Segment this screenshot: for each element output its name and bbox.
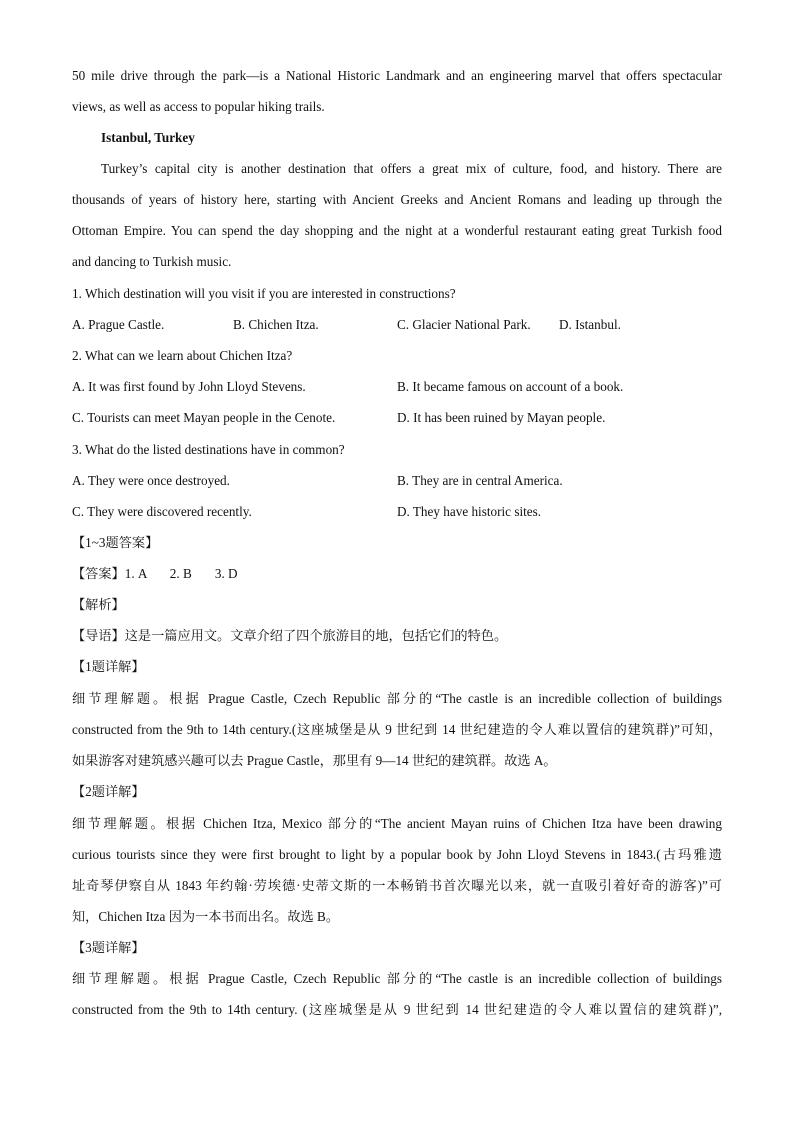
- option-c: C. They were discovered recently.: [72, 504, 252, 519]
- option-a: A. They were once destroyed.: [72, 473, 230, 488]
- detail-line: 细节理解题。根据 Prague Castle, Czech Republic 部分的“The castle is an incredible collection of buildings: [72, 691, 722, 706]
- detail-heading: 【2题详解】: [72, 784, 145, 799]
- passage-line: Turkey’s capital city is another destination that offers a great mix of culture, food, and history. There are: [101, 161, 722, 176]
- passage-line: Ottoman Empire. You can spend the day shopping and the night at a wonderful restaurant eating great Turkish food: [72, 223, 722, 238]
- option-a: A. Prague Castle.: [72, 317, 165, 332]
- detail-line: constructed from the 9th to 14th century. (这座城堡是从 9 世纪到 14 世纪建造的令人难以置信的建筑群)”,: [72, 1002, 722, 1017]
- option-d: D. They have historic sites.: [397, 504, 542, 519]
- option-d: D. Istanbul.: [559, 317, 621, 332]
- detail-heading: 【1题详解】: [72, 659, 145, 674]
- passage-line: and dancing to Turkish music.: [72, 254, 232, 269]
- answer-key: 【答案】1. A 2. B 3. D: [72, 566, 238, 581]
- option-b: B. It became famous on account of a book.: [397, 379, 624, 394]
- option-b: B. Chichen Itza.: [233, 317, 319, 332]
- analysis-label: 【解析】: [72, 597, 125, 612]
- option-c: C. Glacier National Park.: [397, 317, 531, 332]
- detail-line: 如果游客对建筑感兴趣可以去 Prague Castle，那里有 9—14 世纪的建筑群。故选 A。: [72, 753, 557, 768]
- detail-line: 知，Chichen Itza 因为一本书而出名。故选 B。: [72, 909, 340, 924]
- detail-heading: 【3题详解】: [72, 940, 145, 955]
- option-d: D. It has been ruined by Mayan people.: [397, 410, 606, 425]
- passage-line: views, as well as access to popular hiking trails.: [72, 99, 325, 114]
- question-stem: 1. Which destination will you visit if you are interested in constructions?: [72, 286, 456, 301]
- detail-line: 细节理解题。根据 Prague Castle, Czech Republic 部分的“The castle is an incredible collection of buildings: [72, 971, 722, 986]
- passage-line: 50 mile drive through the park—is a National Historic Landmark and an engineering marvel that offers spectacular: [72, 68, 722, 83]
- detail-line: constructed from the 9th to 14th century.(这座城堡是从 9 世纪到 14 世纪建造的令人难以置信的建筑群)”可知，: [72, 722, 722, 737]
- option-a: A. It was first found by John Lloyd Stevens.: [72, 379, 306, 394]
- option-b: B. They are in central America.: [397, 473, 563, 488]
- detail-line: curious tourists since they were first brought to light by a popular book by John Lloyd Stevens in 1843.(古玛雅遗: [72, 847, 722, 862]
- passage-line: thousands of years of history here, starting with Ancient Greeks and Ancient Romans and leading up through the: [72, 192, 722, 207]
- detail-line: 细节理解题。根据 Chichen Itza, Mexico 部分的“The ancient Mayan ruins of Chichen Itza have been drawing: [72, 816, 722, 831]
- guide-text: 【导语】这是一篇应用文。文章介绍了四个旅游目的地，包括它们的特色。: [72, 628, 508, 643]
- question-stem: 2. What can we learn about Chichen Itza?: [72, 348, 293, 363]
- question-stem: 3. What do the listed destinations have in common?: [72, 442, 345, 457]
- detail-line: 址奇琴伊察自从 1843 年约翰·劳埃德·史蒂文斯的一本畅销书首次曝光以来，就一直吸引着好奇的游客)”可: [72, 878, 722, 893]
- section-heading: Istanbul, Turkey: [101, 130, 195, 145]
- option-c: C. Tourists can meet Mayan people in the Cenote.: [72, 410, 336, 425]
- answer-heading: 【1~3题答案】: [72, 535, 159, 550]
